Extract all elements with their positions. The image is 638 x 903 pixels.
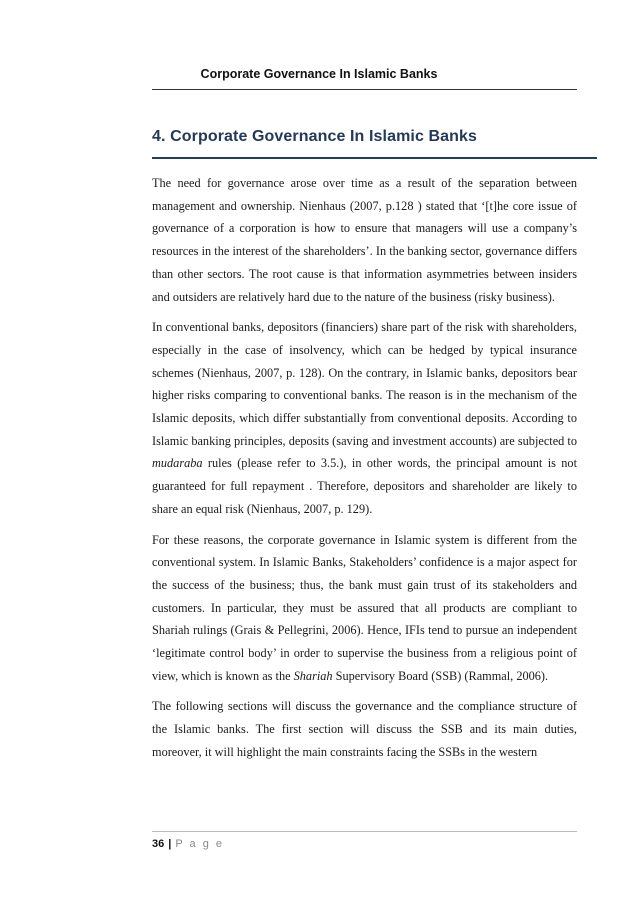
body-text <box>152 172 577 772</box>
paragraph-1 <box>152 172 577 308</box>
paragraph-3 <box>152 529 577 688</box>
chapter-rule <box>152 157 597 159</box>
paragraph-1-text: The need for governance arose over time as a result of the separation between management and ownership. Nienhaus (2007, p.128 ) stated that ‘[t]he core issue of governance of a corporation is how to ensure that managers will use a company’s resources in the interest of the shareholders’. In the banking sector, governance differs than other sectors. The root cause is that information asymmetries between insiders and outsiders are relatively hard due to the nature of the business (risky business). <box>152 176 577 304</box>
page-label: P a g e <box>175 838 224 850</box>
paragraph-4 <box>152 695 577 763</box>
paragraph-3-text-b: Supervisory Board (SSB) (Rammal, 2006). <box>332 668 549 683</box>
paragraph-2-text-a: In conventional banks, depositors (financiers) share part of the risk with shareholders, especially in the case of insolvency, which can be hedged by typical insurance schemes (Nienhaus, 2007, p. 128). On the contrary, in Islamic banks, depositors bear higher risks comparing to conventional banks. The reason is in the mechanism of the Islamic deposits, which differ substantially from conventional deposits. According to Islamic banking principles, deposits (saving and investment accounts) are subjected to <box>152 320 577 448</box>
term-mudaraba: mudaraba <box>152 456 203 471</box>
running-header: Corporate Governance In Islamic Banks <box>200 67 438 81</box>
footer-separator: | <box>168 838 172 850</box>
paragraph-2-text-b: rules (please refer to 3.5.), in other words, the principal amount is not guaranteed for full repayment . Therefore, depositors and shareholder are likely to share an equal risk (Nienhaus, 2007, p. 129). <box>152 456 577 516</box>
chapter-heading: 4. Corporate Governance In Islamic Banks <box>152 128 478 145</box>
paragraph-4-text: The following sections will discuss the governance and the compliance structure of the Islamic banks. The first section will discuss the SSB and its main duties, moreover, it will highlight the main constraints facing the SSBs in the western <box>152 699 577 759</box>
page-footer <box>152 838 224 850</box>
footer-rule <box>152 831 577 832</box>
paragraph-2 <box>152 316 577 520</box>
term-shariah: Shariah <box>293 668 333 683</box>
page-number: 36 <box>152 838 165 850</box>
paragraph-3-text-a: For these reasons, the corporate governance in Islamic system is different from the conventional system. In Islamic Banks, Stakeholders’ confidence is a major aspect for the success of the business; thus, the bank must gain trust of its stakeholders and customers. In particular, they must be assured that all products are compliant to Shariah rulings (Grais & Pellegrini, 2006). Hence, IFIs tend to pursue an independent ‘legitimate control body’ in order to supervise the business from a religious point of view, which is known as the <box>152 532 577 683</box>
header-rule <box>152 89 577 90</box>
